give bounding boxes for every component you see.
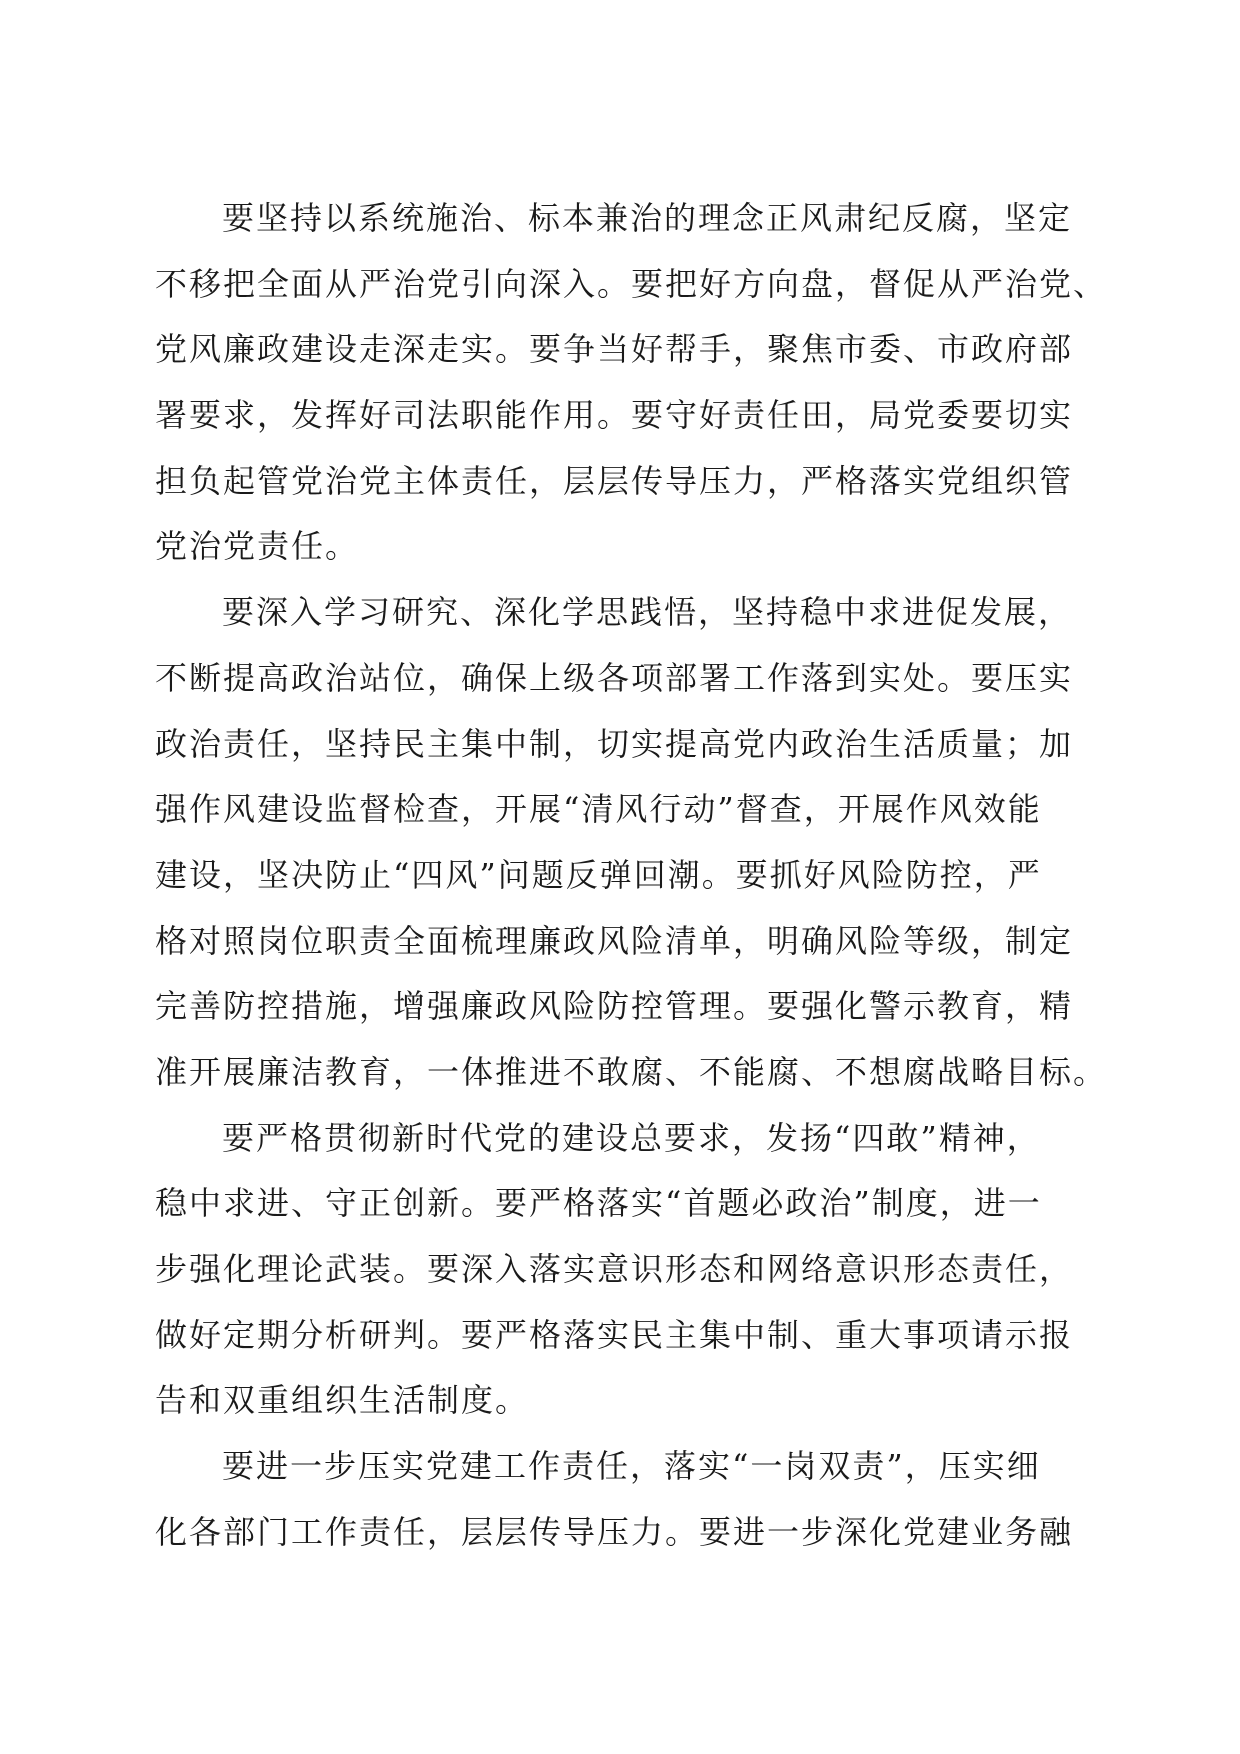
text-line: 准开展廉洁教育，一体推进不敢腐、不能腐、不想腐战略目标。 bbox=[155, 1052, 1108, 1091]
text-line: 完善防控措施，增强廉政风险防控管理。要强化警示教育，精 bbox=[155, 987, 1074, 1026]
paragraph-3 bbox=[155, 1110, 1090, 1438]
text-line: 做好定期分析研判。要严格落实民主集中制、重大事项请示报 bbox=[155, 1315, 1074, 1354]
text-line: 要深入学习研究、深化学思践悟，坚持稳中求进促发展， bbox=[222, 593, 1073, 632]
paragraph-2 bbox=[155, 584, 1108, 1110]
text-line: 署要求，发挥好司法职能作用。要守好责任田，局党委要切实 bbox=[155, 396, 1074, 435]
text-line: 政治责任，坚持民主集中制，切实提高党内政治生活质量；加 bbox=[155, 724, 1074, 763]
text-line: 要进一步压实党建工作责任，落实“一岗双责”，压实细 bbox=[222, 1447, 1041, 1486]
text-line: 党治党责任。 bbox=[155, 527, 360, 566]
text-line: 党风廉政建设走深走实。要争当好帮手，聚焦市委、市政府部 bbox=[155, 330, 1074, 369]
paragraph-1 bbox=[155, 190, 1108, 584]
text-line: 告和双重组织生活制度。 bbox=[155, 1381, 530, 1420]
text-line: 格对照岗位职责全面梳理廉政风险清单，明确风险等级，制定 bbox=[155, 921, 1074, 960]
text-line: 建设，坚决防止“四风”问题反弹回潮。要抓好风险防控，严 bbox=[155, 855, 1042, 894]
text-line: 强作风建设监督检查，开展“清风行动”督查，开展作风效能 bbox=[155, 790, 1042, 829]
text-line: 要严格贯彻新时代党的建设总要求，发扬“四敢”精神， bbox=[222, 1118, 1041, 1157]
text-line: 不断提高政治站位，确保上级各项部署工作落到实处。要压实 bbox=[155, 658, 1074, 697]
text-line: 化各部门工作责任，层层传导压力。要进一步深化党建业务融 bbox=[155, 1512, 1074, 1551]
text-line: 稳中求进、守正创新。要严格落实“首题必政治”制度，进一 bbox=[155, 1184, 1042, 1223]
text-line: 要坚持以系统施治、标本兼治的理念正风肃纪反腐，坚定 bbox=[222, 199, 1073, 237]
text-line: 步强化理论武装。要深入落实意识形态和网络意识形态责任， bbox=[155, 1250, 1074, 1288]
paragraph-4 bbox=[155, 1438, 1090, 1569]
text-line: 不移把全面从严治党引向深入。要把好方向盘，督促从严治党、 bbox=[155, 264, 1108, 303]
text-line: 担负起管党治党主体责任，层层传导压力，严格落实党组织管 bbox=[155, 461, 1074, 500]
document-body bbox=[155, 190, 1108, 1569]
